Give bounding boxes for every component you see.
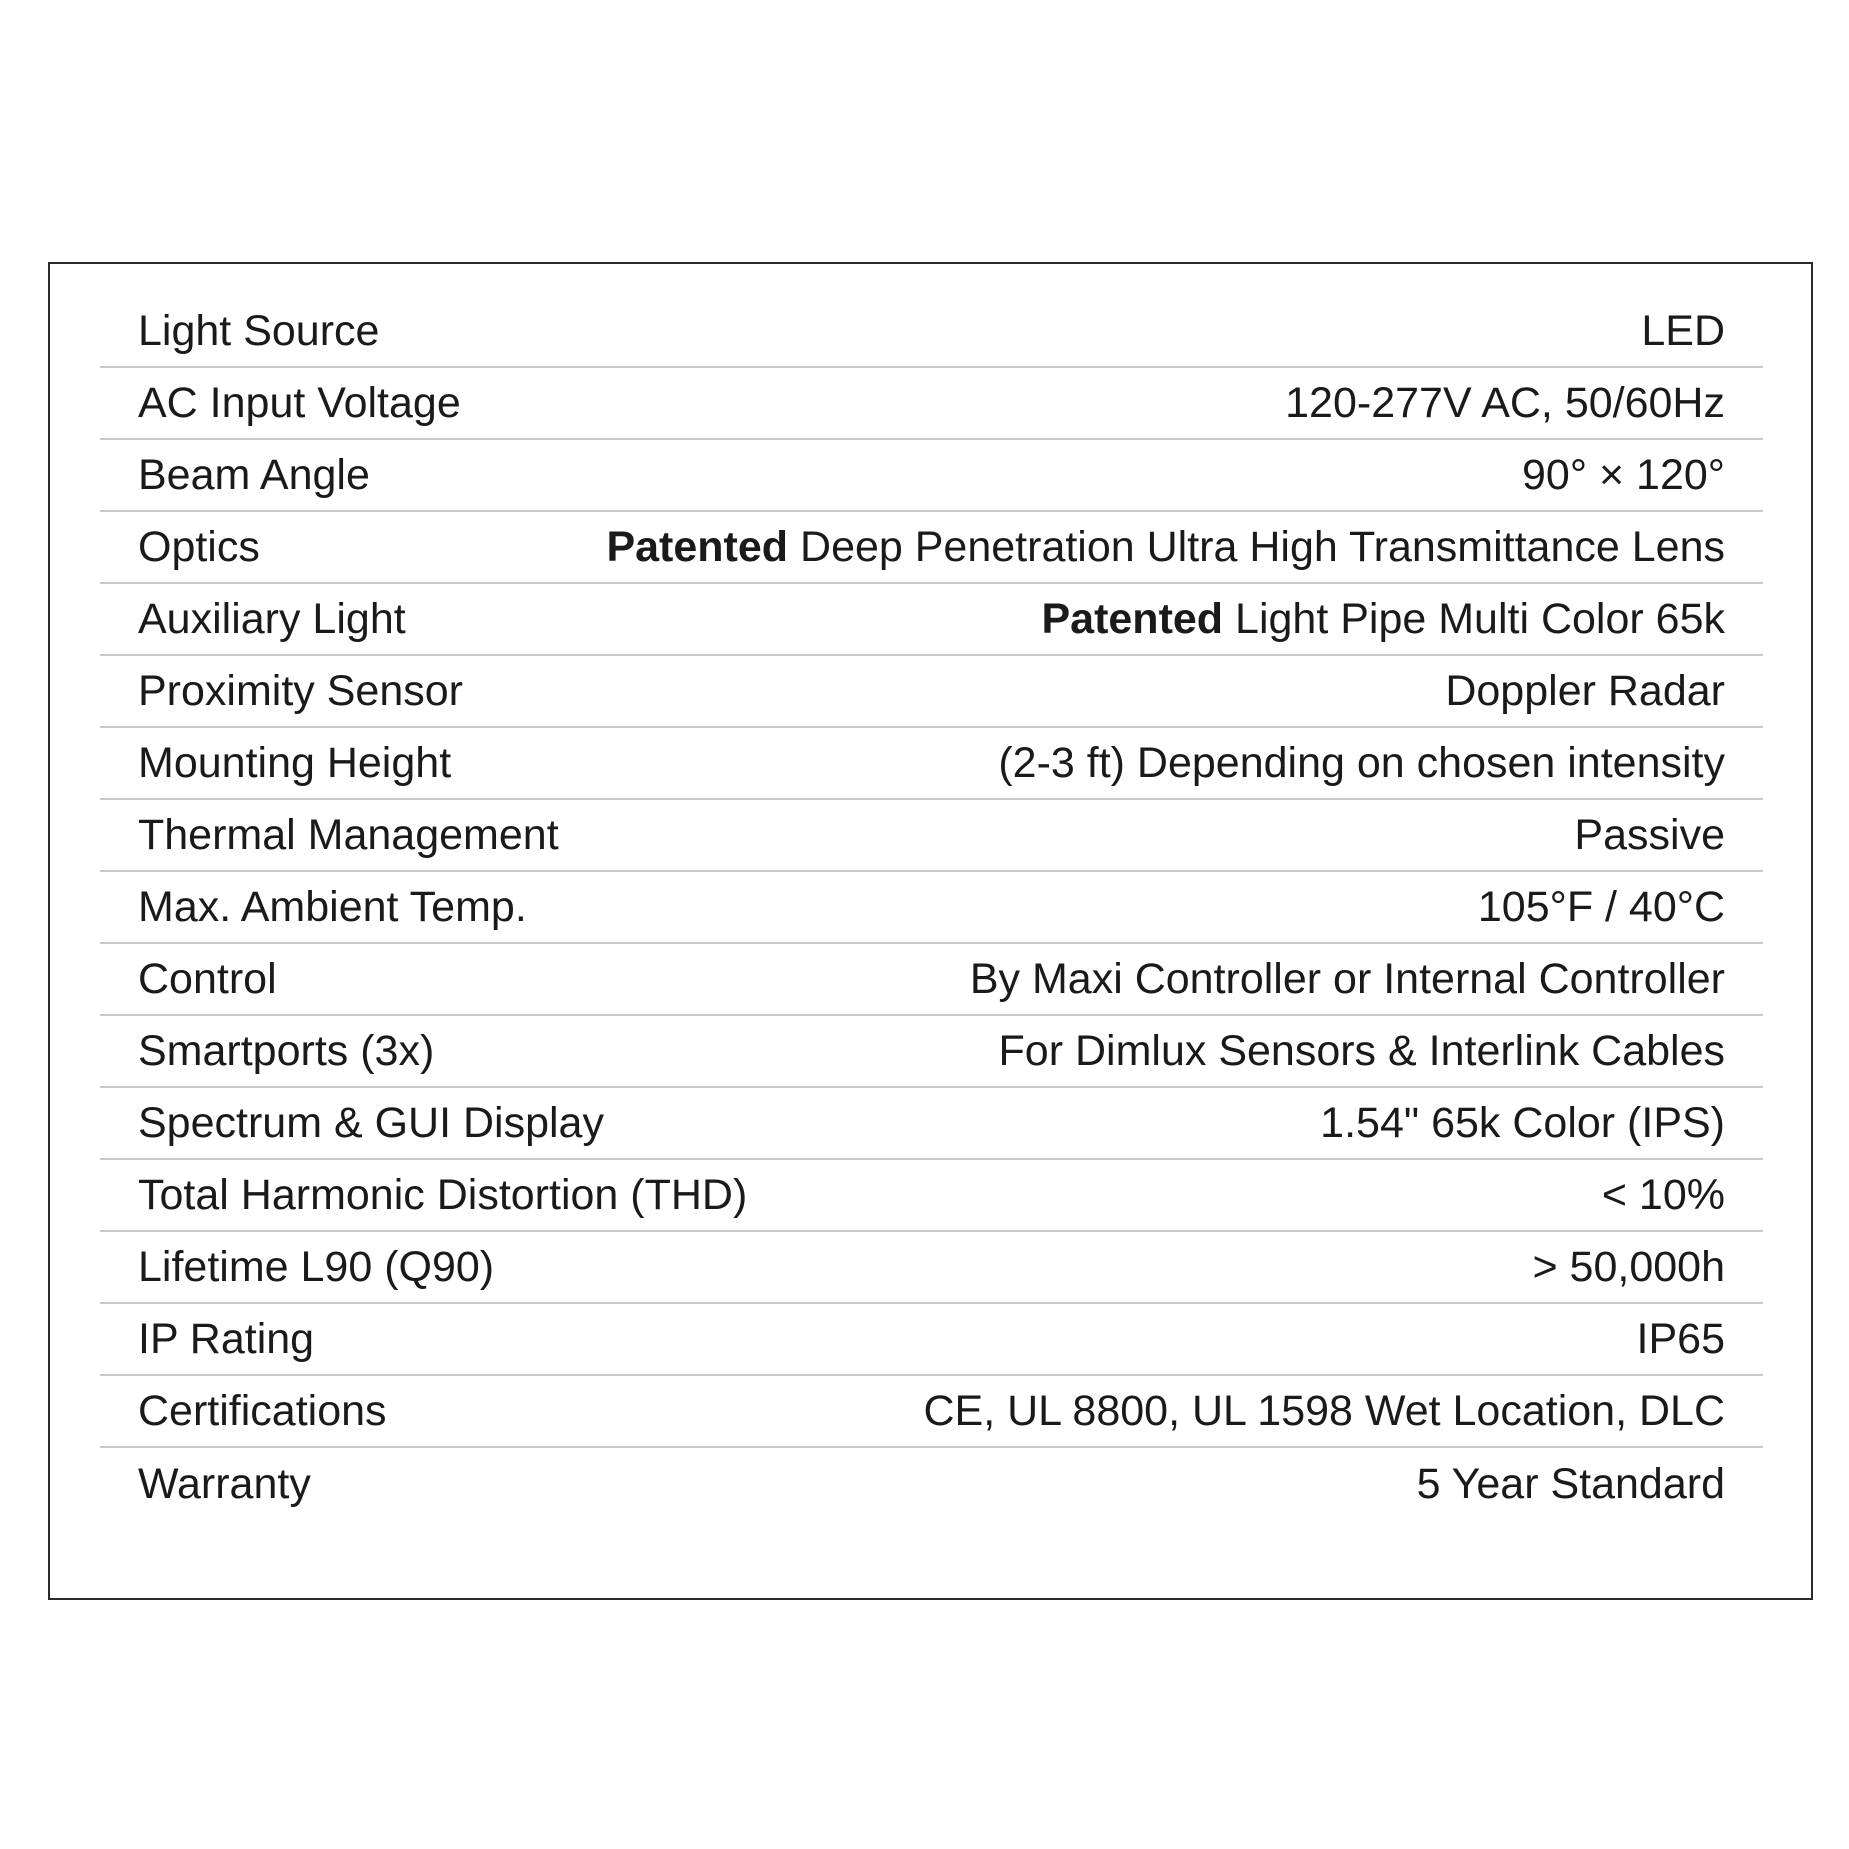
spec-label: Mounting Height — [138, 738, 452, 787]
value-text: Deep Penetration Ultra High Transmittance Lens — [788, 522, 1725, 571]
value-text: (2-3 ft) Depending on chosen intensity — [998, 738, 1725, 787]
spec-value — [1285, 379, 1725, 428]
spec-label: Proximity Sensor — [138, 666, 463, 715]
value-text: < 10% — [1601, 1170, 1725, 1219]
spec-row-thermal-management — [100, 800, 1763, 872]
spec-value — [1445, 667, 1725, 716]
value-bold: Patented — [606, 522, 789, 571]
spec-label: Auxiliary Light — [138, 594, 406, 643]
spec-value — [1637, 1315, 1725, 1364]
spec-value — [1602, 1171, 1725, 1220]
spec-row-max-ambient-temp — [100, 872, 1763, 944]
spec-label: Warranty — [138, 1459, 311, 1508]
spec-label: Total Harmonic Distortion (THD) — [138, 1170, 748, 1219]
spec-label: Thermal Management — [138, 810, 559, 859]
value-text: IP65 — [1636, 1314, 1725, 1363]
spec-label: Beam Angle — [138, 450, 370, 499]
spec-row-lifetime — [100, 1232, 1763, 1304]
spec-label: AC Input Voltage — [138, 378, 461, 427]
value-text: 120-277V AC, 50/60Hz — [1285, 378, 1725, 427]
spec-row-auxiliary-light — [100, 584, 1763, 656]
spec-label: Certifications — [138, 1386, 387, 1435]
spec-value — [998, 739, 1725, 788]
spec-value — [1533, 1243, 1726, 1292]
spec-table — [100, 296, 1763, 1520]
spec-row-certifications — [100, 1376, 1763, 1448]
spec-label: IP Rating — [138, 1314, 315, 1363]
spec-row-spectrum-gui-display — [100, 1088, 1763, 1160]
value-text: 1.54" 65k Color (IPS) — [1320, 1098, 1725, 1147]
spec-row-ip-rating — [100, 1304, 1763, 1376]
value-text: By Maxi Controller or Internal Controller — [969, 954, 1725, 1003]
spec-value — [1320, 1099, 1725, 1148]
value-text: 5 Year Standard — [1416, 1459, 1725, 1508]
spec-row-ac-input-voltage — [100, 368, 1763, 440]
spec-value — [923, 1387, 1725, 1436]
value-text: 90° × 120° — [1522, 450, 1725, 499]
spec-value — [1041, 595, 1725, 644]
spec-value — [970, 955, 1725, 1004]
value-text: CE, UL 8800, UL 1598 Wet Location, DLC — [923, 1386, 1725, 1435]
spec-value — [999, 1027, 1725, 1076]
value-text: Passive — [1574, 810, 1725, 859]
spec-row-mounting-height — [100, 728, 1763, 800]
spec-label: Light Source — [138, 306, 380, 355]
spec-row-thd — [100, 1160, 1763, 1232]
spec-value — [1478, 883, 1725, 932]
spec-row-beam-angle — [100, 440, 1763, 512]
value-text: Light Pipe Multi Color 65k — [1223, 594, 1725, 643]
spec-label: Spectrum & GUI Display — [138, 1098, 604, 1147]
value-text: 105°F / 40°C — [1477, 882, 1725, 931]
spec-label: Max. Ambient Temp. — [138, 882, 527, 931]
value-text: > 50,000h — [1532, 1242, 1725, 1291]
spec-value — [1417, 1460, 1725, 1509]
value-text: LED — [1641, 306, 1725, 355]
value-text: For Dimlux Sensors & Interlink Cables — [998, 1026, 1725, 1075]
spec-label: Smartports (3x) — [138, 1026, 435, 1075]
spec-label: Lifetime L90 (Q90) — [138, 1242, 495, 1291]
value-bold: Patented — [1041, 594, 1224, 643]
spec-value — [1574, 811, 1725, 860]
spec-value — [1641, 307, 1725, 356]
spec-label: Optics — [138, 522, 260, 571]
spec-row-proximity-sensor — [100, 656, 1763, 728]
spec-row-optics — [100, 512, 1763, 584]
spec-card — [48, 262, 1813, 1600]
spec-label: Control — [138, 954, 277, 1003]
spec-value — [606, 523, 1725, 572]
spec-row-warranty — [100, 1448, 1763, 1520]
spec-row-light-source — [100, 296, 1763, 368]
spec-row-control — [100, 944, 1763, 1016]
spec-row-smartports — [100, 1016, 1763, 1088]
spec-value — [1522, 451, 1725, 500]
value-text: Doppler Radar — [1445, 666, 1725, 715]
